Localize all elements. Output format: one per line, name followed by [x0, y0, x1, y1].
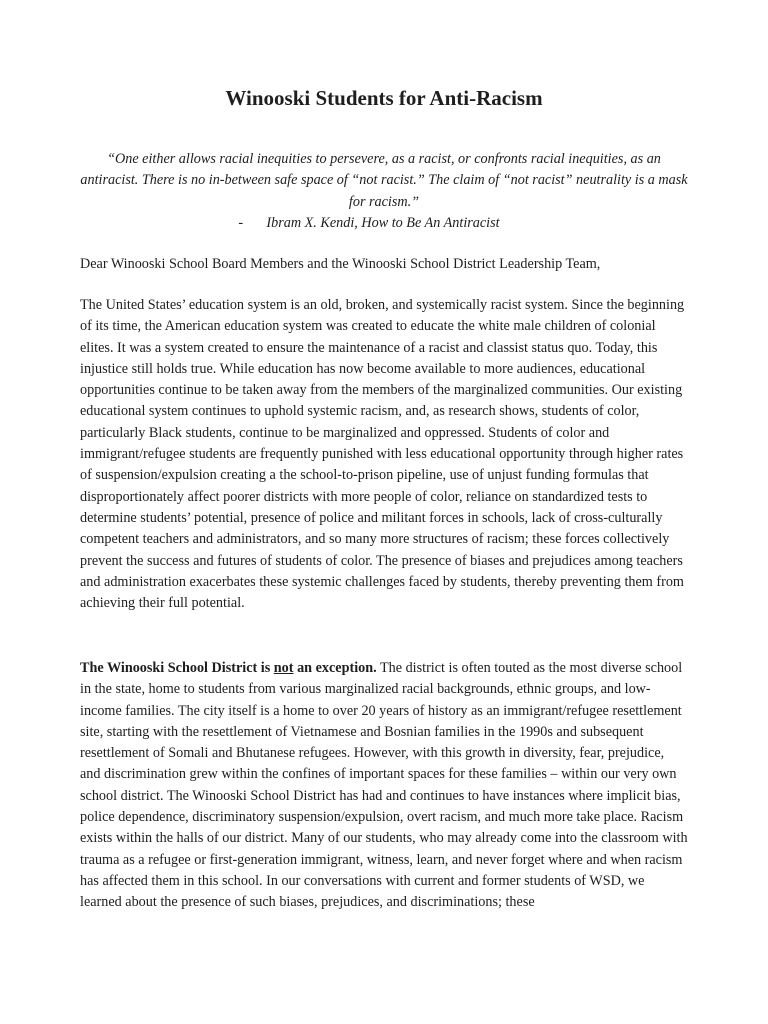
epigraph-attribution: Ibram X. Kendi, How to Be An Antiracist [266, 214, 500, 231]
document-title: Winooski Students for Anti-Racism [225, 86, 543, 110]
salutation: Dear Winooski School Board Members and the Winooski School District Leadership Team, [80, 256, 601, 272]
epigraph-attribution-line [80, 213, 688, 234]
lead-text-before: The Winooski School District is [80, 660, 274, 676]
attribution-dash: - [238, 214, 244, 231]
paragraph-1: The United States’ education system is an old, broken, and systemically racist system. Since the beginning of its time, the American education system was created to educate the white male children of colonial elites. It was a system created to ensure the maintenance of a racist and classist status quo. Today, this injustice still holds true. While education has now become available to more audiences, educational opportunities continue to be taken away from the members of the marginalized communities. Our existing educational system continues to uphold systemic racism, and, as research shows, students of color, particularly Black students, continue to be marginalized and oppressed. Students of color and immigrant/refugee students are frequently punished with less educational opportunity through higher rates of suspension/expulsion creating a the school-to-prison pipeline, use of unjust funding formulas that disproportionately affect poorer districts with more people of color, reliance on standardized tests to determine students’ potential, presence of police and militant forces in schools, lack of cross-culturally competent teachers and administrators, and so many more structures of racism; these forces collectively prevent the success and futures of students of color. The presence of biases and prejudices among teachers and administration exacerbates these systemic challenges faced by students, thereby preventing them from achieving their full potential. [80, 297, 685, 612]
lead-text-after: an exception. [293, 660, 377, 676]
epigraph [80, 149, 688, 234]
paragraph-2-lead [80, 660, 377, 676]
epigraph-quote: “One either allows racial inequities to persevere, as a racist, or confronts racial inequities, as an antiracist. There is no in-between safe space of “not racist.” The claim of “not racist” neutrality is a mask for racism.” [80, 151, 688, 210]
lead-emphasis: not [273, 660, 294, 676]
paragraph-2 [80, 658, 688, 914]
paragraph-2-body: The district is often touted as the most diverse school in the state, home to students from various marginalized racial backgrounds, ethnic groups, and low-income families. The city itself is a home to over 20 years of history as an immigrant/refugee resettlement site, starting with the resettlement of Vietnamese and Bosnian families in the 1990s and subsequent resettlement of Somali and Bhutanese refugees. However, with this growth in diversity, fear, prejudice, and discrimination grew within the confines of important spaces for these families – within our very own school district. The Winooski School District has had and continues to have instances where implicit bias, police dependence, discriminatory suspension/expulsion, overt racism, and much more take place. Racism exists within the halls of our district. Many of our students, who may already come into the classroom with trauma as a refugee or first-generation immigrant, witness, learn, and never forget where and when racism has affected them in this school. In our conversations with current and former students of WSD, we learned about the presence of such biases, prejudices, and discriminations; these [80, 660, 688, 911]
